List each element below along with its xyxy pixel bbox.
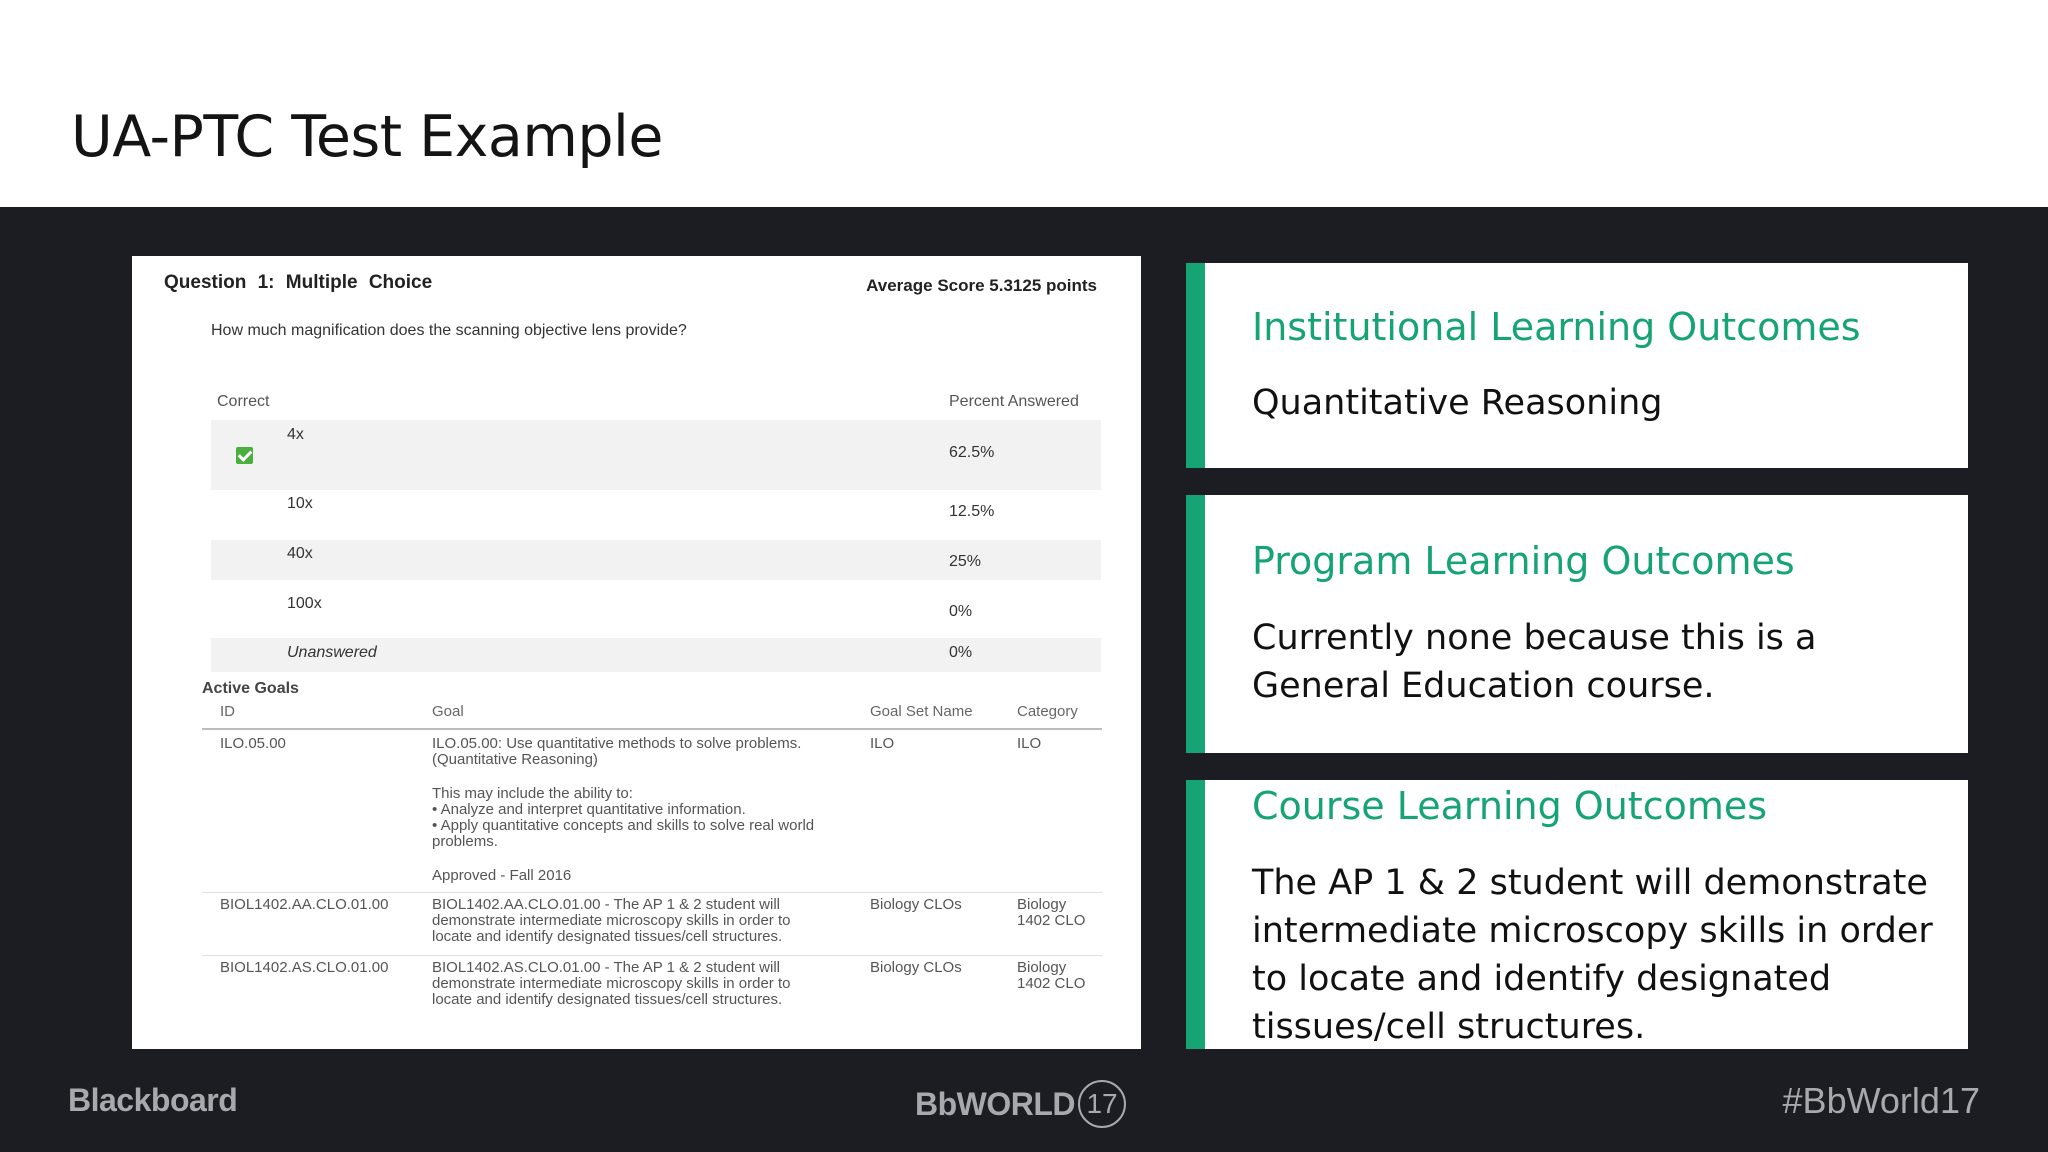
card-body: Quantitative Reasoning [1252, 383, 1663, 423]
answer-label: 40x [287, 545, 313, 562]
question-results-screenshot [132, 256, 1141, 1049]
goal-id: BIOL1402.AA.CLO.01.00 [220, 896, 389, 913]
goal-set-name: Biology CLOs [870, 896, 962, 913]
card-body: Currently none because this is a General Education course. [1252, 618, 1817, 706]
goal-detail-bullet: • Apply quantitative concepts and skills to solve real world problems. [432, 817, 815, 850]
answer-label: 4x [287, 426, 304, 443]
answer-percent: 0% [949, 644, 973, 661]
goal-row-divider [202, 955, 1102, 956]
card-program-outcomes [1186, 495, 1968, 753]
goal-id: ILO.05.00 [220, 735, 286, 752]
card-accent-bar [1186, 263, 1205, 468]
question-title: Question 1: Multiple Choice [164, 272, 433, 293]
column-header-percent: Percent Answered [949, 393, 1079, 410]
active-goals-title: Active Goals [202, 680, 299, 697]
answer-percent: 12.5% [949, 503, 995, 520]
slide-title: UA-PTC Test Example [71, 104, 663, 170]
answer-label: Unanswered [287, 644, 377, 661]
goal-text: BIOL1402.AA.CLO.01.00 - The AP 1 & 2 student will demonstrate intermediate microscopy skills in order to locate and identify designated tissues/cell structures. [432, 896, 791, 945]
goal-approved: Approved - Fall 2016 [432, 867, 572, 884]
goal-text: BIOL1402.AS.CLO.01.00 - The AP 1 & 2 student will demonstrate intermediate microscopy skills in order to locate and identify designated tissues/cell structures. [432, 959, 791, 1008]
goal-row-divider [202, 892, 1102, 893]
goal-set-name: Biology CLOs [870, 959, 962, 976]
card-accent-bar [1186, 495, 1205, 753]
goal-detail-bullet: • Analyze and interpret quantitative information. [432, 801, 746, 818]
blackboard-logo: Blackboard [68, 1082, 238, 1118]
column-header-correct: Correct [217, 393, 270, 410]
goal-id: BIOL1402.AS.CLO.01.00 [220, 959, 389, 976]
goal-text: ILO.05.00: Use quantitative methods to solve problems. (Quantitative Reasoning) [432, 735, 802, 768]
card-heading: Program Learning Outcomes [1252, 539, 1795, 583]
goals-header-id: ID [220, 703, 235, 720]
correct-check-icon [236, 447, 253, 464]
card-heading: Course Learning Outcomes [1252, 784, 1768, 828]
answer-percent: 0% [949, 603, 973, 620]
goals-header-goal: Goal [432, 703, 464, 720]
goals-header-category: Category [1017, 703, 1078, 720]
answer-label: 10x [287, 495, 313, 512]
goals-header-divider [202, 728, 1102, 730]
goal-category: Biology 1402 CLO [1017, 959, 1086, 992]
bbworld-logo-word: BbWORLD [915, 1085, 1076, 1122]
goal-set-name: ILO [870, 735, 895, 752]
average-score: Average Score 5.3125 points [866, 276, 1097, 295]
answer-percent: 62.5% [949, 444, 995, 461]
goal-category: Biology 1402 CLO [1017, 896, 1086, 929]
card-accent-bar [1186, 780, 1205, 1049]
card-heading: Institutional Learning Outcomes [1252, 305, 1861, 349]
goals-header-set-name: Goal Set Name [870, 703, 973, 720]
bbworld-logo [915, 1080, 1126, 1128]
answer-percent: 25% [949, 553, 982, 570]
goal-category: ILO [1017, 735, 1042, 752]
answer-label: 100x [287, 595, 322, 612]
question-text: How much magnification does the scanning objective lens provide? [211, 322, 687, 339]
card-institutional-outcomes [1186, 263, 1968, 468]
card-body: The AP 1 & 2 student will demonstrate intermediate microscopy skills in order to locate and identify designated tissues/cell structures. [1252, 863, 1933, 1047]
bbworld-logo-year: 17 [1078, 1080, 1126, 1128]
goal-detail-intro: This may include the ability to: [432, 785, 633, 802]
card-course-outcomes [1186, 780, 1968, 1049]
hashtag: #BbWorld17 [1782, 1080, 1980, 1121]
